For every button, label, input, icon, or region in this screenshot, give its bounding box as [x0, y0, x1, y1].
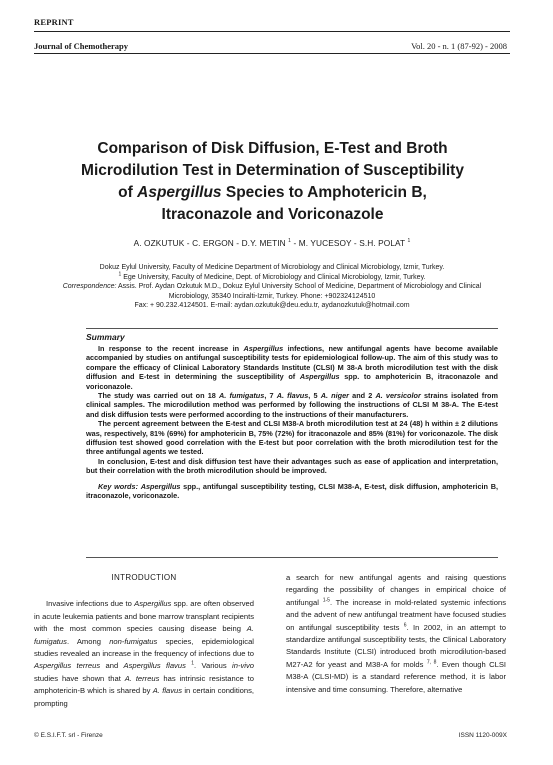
- summary-italic: A. versicolor: [375, 391, 421, 401]
- summary-box: [86, 328, 498, 558]
- body-column-left: [34, 572, 254, 710]
- body-italic: Aspergillus terreus: [34, 661, 101, 671]
- keywords-text: spp., antifungal susceptibility testing, CLSI M38-A, E-test, disk diffusion, amphotericin B, itraconazole, voriconazole.: [86, 481, 499, 501]
- introduction-continuation: [286, 572, 506, 696]
- body-text: a search for new antifungal agents and raising questions regarding the possibility of changes in empirical choice of antifungal: [286, 573, 506, 607]
- title-line-2: Microdilution Test in Determination of Susceptibility: [81, 162, 464, 179]
- summary-text: , 7: [264, 391, 274, 401]
- author-superscript-1: 1: [288, 238, 292, 245]
- author-superscript-2: 1: [407, 238, 411, 245]
- summary-paragraph-3: The percent agreement between the E-test and CLSI M38-A broth microdilution test at 24 (48) h within ± 2 dilutions was, respectively, 81% (69%) for amphotericin B, 75% (72%) for itraconazole and 85% (81%) for voriconazole. The disk diffusion test showed good correlation with the E-test but poor correlation with the broth microdilution test for the three antifungal agents we tested.: [86, 419, 498, 457]
- summary-italic: Aspergillus: [299, 372, 340, 382]
- summary-text: and 2: [352, 391, 373, 401]
- authors-part-b: - M. YUCESOY - S.H. POLAT: [293, 238, 406, 248]
- affiliations: [48, 263, 496, 311]
- body-text: species, epidemiological studies revealed an increase in the frequency of infections due to: [34, 636, 254, 659]
- body-italic: A. flavus: [152, 686, 183, 696]
- summary-text: infections, new antifungal agents have become available accompanied by studies on antifungal susceptibility tests for epidemiological follow-up. The aim of this study was to compare the efficacy of Clinical Laboratory Standards Institute (CLSI) M 38-A broth microdilution test with the disk diffusion and E-test in determining the susceptibility of: [86, 344, 498, 382]
- article-title: [55, 138, 490, 226]
- citation-superscript: 1: [191, 660, 195, 667]
- authors-part-a: A. OZKUTUK - C. ERGON - D.Y. METIN: [133, 238, 286, 248]
- summary-italic: Aspergillus: [243, 344, 284, 353]
- affiliation-1: Dokuz Eylul University, Faculty of Medicine Department of Microbiology and Clinical Microbiology, Izmir, Turkey.: [99, 264, 445, 271]
- citation-superscript: 1-5: [322, 597, 330, 604]
- citation-superscript: 6: [403, 622, 407, 629]
- body-text: Invasive infections due to: [46, 599, 132, 609]
- header-divider-bottom: [34, 53, 510, 54]
- summary-text: In response to the recent increase in: [98, 344, 240, 353]
- summary-text: spp. to amphotericin B, itraconazole and voriconazole.: [86, 372, 498, 391]
- affiliation-2-text: Ege University, Faculty of Medicine, Dept. of Microbiology and Clinical Microbiology, Izmir, Turkey.: [123, 273, 426, 281]
- keywords: [86, 482, 498, 501]
- body-italic: Aspergillus flavus: [123, 661, 186, 671]
- correspondence-label: Correspondence:: [62, 283, 117, 291]
- summary-italic: A. niger: [320, 391, 349, 401]
- body-italic: A. fumigatus: [34, 624, 254, 646]
- fax-email: Fax: + 90.232.4124501. E-mail: aydan.ozkutuk@deu.edu.tr, aydanozkutuk@hotmail.com: [134, 302, 410, 310]
- body-italic: in-vivo: [232, 661, 254, 671]
- affiliation-2: [48, 273, 496, 283]
- body-text: in certain conditions, prompting: [34, 686, 254, 708]
- correspondence-text: Assis. Prof. Aydan Ozkutuk M.D., Dokuz Eylul University School of Medicine, Department of Microbiology and Clinical Microbiology, 35340 Inciralti-Izmir, Turkey. Phone: +902324124510: [118, 283, 482, 300]
- summary-paragraph-2: [86, 391, 498, 419]
- body-text: studies have shown that: [34, 673, 121, 683]
- body-text: . In 2002, in an attempt to standardize antifungal susceptibility tests, the Clinical Laboratory Standards Institute (CLSI) introduced broth microdilution-based M27-A2 for yeast and M38-A for molds: [286, 622, 506, 669]
- body-column-right: [286, 572, 506, 696]
- body-text: spp. are often observed in acute leukemia patients and bone marrow transplant recipients with the most common species causing disease being: [34, 599, 254, 634]
- summary-paragraph-1: [86, 344, 498, 391]
- body-text: . The increase in mold-related systemic infections and the advent of new antifungal treatment have focused studies on antifungal susceptibility tests: [286, 597, 506, 632]
- summary-text: , 5: [308, 391, 318, 401]
- citation-superscript: 7, 8: [426, 659, 437, 666]
- body-text: . Various: [194, 661, 227, 671]
- keywords-label: Key words:: [98, 481, 139, 491]
- summary-italic: A. fumigatus: [219, 391, 265, 401]
- introduction-heading: INTRODUCTION: [111, 573, 177, 582]
- body-italic: non-fumigatus: [109, 636, 158, 646]
- correspondence: [48, 282, 496, 301]
- body-text: . Even though CLSI M38-A (CLSI-MD) is a standard reference method, it is labor intensive and time consuming. Therefore, alternative: [286, 659, 506, 694]
- summary-heading: Summary: [86, 332, 125, 342]
- keywords-italic: Aspergillus: [140, 481, 181, 491]
- author-list: [34, 238, 510, 248]
- summary-text: strains isolated from clinical samples. The microdilution method was performed by following the instructions of CLSI M 38-A. The E-test and disk diffusion tests were performed according to the instructions of their manufacturers.: [86, 391, 499, 419]
- body-italic: A. terreus: [124, 673, 160, 683]
- affiliation-superscript: 1: [118, 271, 122, 278]
- introduction-paragraph: [34, 598, 254, 710]
- body-text: has intrinsic resistance to amphotericin-B which is shared by: [34, 673, 254, 696]
- summary-paragraph-4: In conclusion, E-test and disk diffusion test have their advantages such as ease of application and interpretation, but their correlation with the broth microdilution should be improved.: [86, 456, 498, 476]
- journal-name: Journal of Chemotherapy: [34, 41, 128, 51]
- title-line-4: Itraconazole and Voriconazole: [161, 206, 384, 223]
- volume-info: Vol. 20 - n. 1 (87-92) - 2008: [411, 41, 507, 51]
- footer-issn: ISSN 1120-009X: [458, 732, 507, 739]
- header-divider-top: [34, 31, 510, 32]
- title-line-1: Comparison of Disk Diffusion, E-Test and Broth: [97, 140, 448, 157]
- body-text: . Among: [66, 636, 101, 646]
- summary-text: The study was carried out on 18: [98, 391, 216, 401]
- title-genus: Aspergillus: [137, 184, 222, 201]
- body-text: and: [105, 661, 119, 671]
- title-line-3b: Species to Amphotericin B,: [225, 184, 427, 201]
- body-italic: Aspergillus: [134, 599, 172, 609]
- summary-italic: A. flavus: [276, 391, 309, 401]
- footer-copyright: © E.S.I.F.T. srl - Firenze: [34, 732, 103, 739]
- reprint-label: REPRINT: [34, 17, 74, 27]
- title-line-3a: of: [118, 184, 133, 201]
